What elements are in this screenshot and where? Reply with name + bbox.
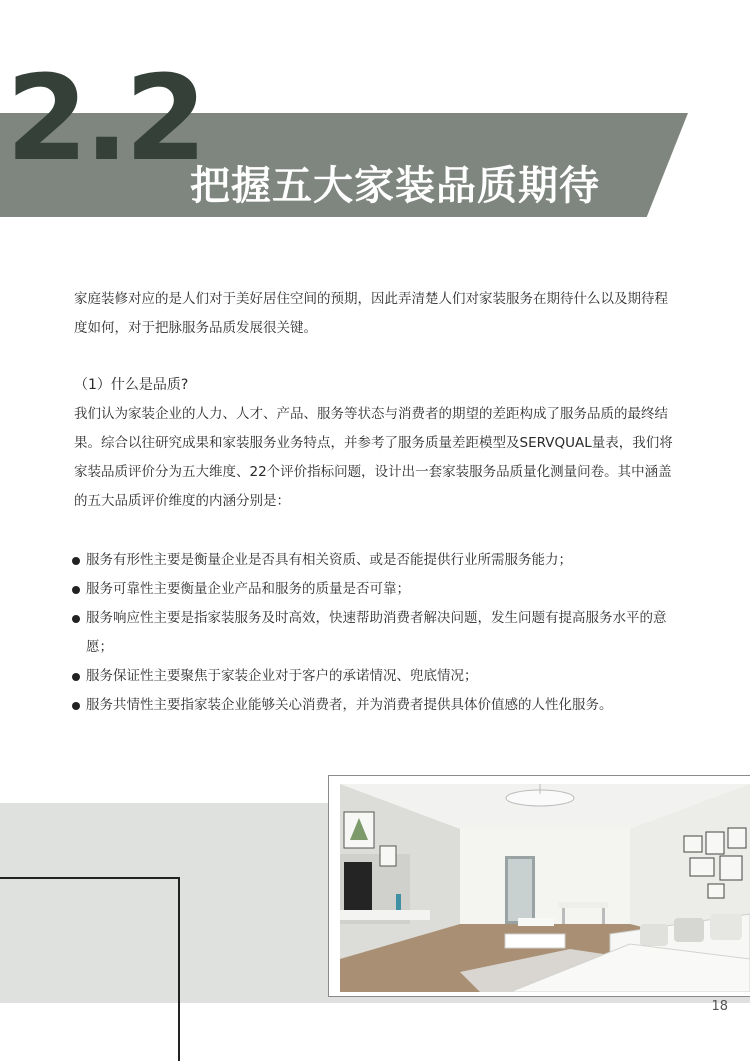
list-item (72, 604, 682, 662)
intro-paragraph: 家庭装修对应的是人们对于美好居住空间的预期，因此弄清楚人们对家装服务在期待什么以及期待程度如何，对于把脉服务品质发展很关键。 (74, 291, 668, 336)
list-item-text: 服务保证性主要聚焦于家装企业对于客户的承诺情况、兜底情况； (86, 668, 478, 684)
decorative-rule-vertical (178, 877, 180, 1061)
bullet-dot-icon (72, 557, 80, 565)
living-room-photo (340, 784, 750, 992)
section-title: 把握五大家装品质期待 (190, 163, 600, 209)
bullet-dot-icon (72, 586, 80, 594)
bullet-dot-icon (72, 673, 80, 681)
list-item (72, 575, 682, 604)
list-item (72, 662, 682, 691)
list-item-text: 服务响应性主要是指家装服务及时高效，快速帮助消费者解决问题，发生问题有提高服务水平的意愿； (86, 610, 667, 655)
list-item-text: 服务共情性主要指家装企业能够关心消费者，并为消费者提供具体价值感的人性化服务。 (86, 697, 613, 713)
decorative-rule-horizontal (0, 877, 179, 879)
list-item-text: 服务可靠性主要衡量企业产品和服务的质量是否可靠； (86, 581, 410, 597)
list-item-text: 服务有形性主要是衡量企业是否具有相关资质、或是否能提供行业所需服务能力； (86, 552, 572, 568)
subsection-heading: （1）什么是品质? (74, 377, 189, 393)
bullet-dot-icon (72, 702, 80, 710)
subsection-body: 我们认为家装企业的人力、人才、产品、服务等状态与消费者的期望的差距构成了服务品质的最终结果。综合以往研究成果和家装服务业务特点，并参考了服务质量差距模型及SERVQUAL量表，我们将家装品质评价分为五大维度、22个评价指标问题，设计出一套家装服务品质量化测量问卷。其中涵盖的五大品质评价维度的内涵分别是： (74, 406, 673, 509)
section-number: 2.2 (6, 49, 204, 187)
quality-dimension-list (72, 546, 682, 720)
page-number: 18 (711, 999, 728, 1014)
list-item (72, 691, 682, 720)
list-item (72, 546, 682, 575)
bullet-dot-icon (72, 615, 80, 623)
